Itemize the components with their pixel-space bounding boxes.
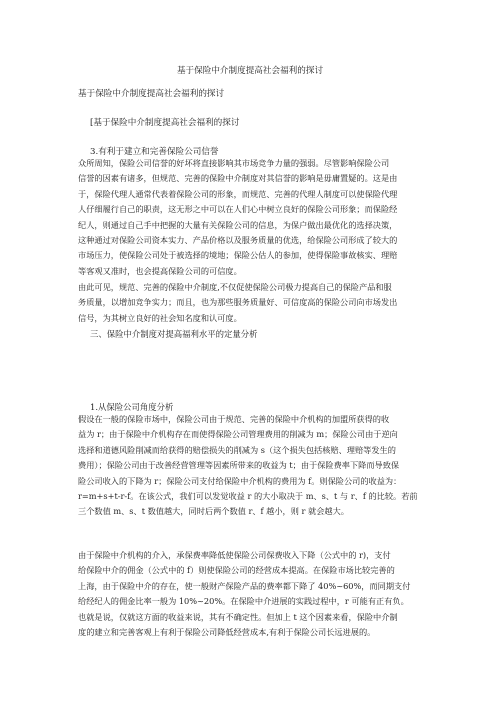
text-line: 上海，由于保险中介的存在，使一般财产保险产品的费率都下降了 40%~60%，而同期支付 <box>78 580 411 591</box>
subsection-heading: 1.从保险公司角度分析 <box>90 402 174 412</box>
heading-2: [基于保险中介制度提高社会福利的探讨 <box>90 118 240 128</box>
text-line: 度的建立和完善客观上有利于保险公司降低经营成本,有利于保险公司长远进展的。 <box>78 627 376 638</box>
text-line: 信誉的因素有诸多，但规范、完善的保险中介制度对其信誉的影响是毋庸置疑的。这是由 <box>78 173 398 184</box>
text-line: 由于保险中介机构的介入，承保费率降低使保险公司保费收入下降（公式中的 r)，支付 <box>78 550 391 560</box>
text-line: 费用）；保险公司由于改善经营管理等因素所带来的收益为 t；由于保险费率下降而导致保 <box>78 460 400 471</box>
text-line: 人仔细履行自己的职责，这无形之中可以在人们心中树立良好的保险公司形象；而保险经 <box>78 204 398 215</box>
text-line: 险公司收入的下降为 r；保险公司支付给保险中介机构的费用为 f。则保险公司的收益为： <box>78 475 402 486</box>
text-line: 给经纪人的佣金比率一般为 10%~20%。在保险中介进展的实践过程中，r 可能有正有负。 <box>78 596 409 607</box>
text-line: 也就是说，仅就这方面的收益来说，其有不确定性。但加上 t 这个因素来看，保险中介制 <box>78 611 398 622</box>
text-line: 给保险中介的佣金（公式中的 f）则使保险公司的经营成本提高。在保险市场比较完善的 <box>78 565 395 576</box>
text-line: 假设在一般的保险市场中，保险公司由于规范、完善的保险中介机构的加盟所获得的收 <box>78 414 390 424</box>
heading-3: 3.有利于建立和完善保险公司信誉 <box>90 147 219 157</box>
text-line: 等客观又准时，也会提高保险公司的可信度。 <box>78 265 242 276</box>
text-line: 众所周知，保险公司信誉的好坏将直接影响其市场竞争力量的强弱。尽管影响保险公司 <box>78 158 390 168</box>
document-title: 基于保险中介制度提高社会福利的探讨 <box>176 66 324 76</box>
paragraph-4 <box>78 548 424 640</box>
heading-1: 基于保险中介制度提高社会福利的探讨 <box>78 89 225 99</box>
text-line: 务质量，以增加竞争实力；而且，也为那些服务质量好、可信度高的保险公司向市场发出 <box>78 297 398 308</box>
text-line: r=m+s+t-r-f。在该公式，我们可以发觉收益 r 的大小取决于 m、s、t 与 r、f 的比较。若前 <box>78 491 418 502</box>
section-heading: 三、保险中介制度对提高福利水平的定量分析 <box>90 329 258 339</box>
paragraph-2 <box>78 280 424 326</box>
text-line: 于，保险代理人通常代表着保险公司的形象，而规范、完善的代理人制度可以使保险代理 <box>78 188 398 199</box>
text-line: 三个数值 m、s、t 数值越大，同时后两个数值 r、f 越小，则 r 就会越大。 <box>78 506 349 517</box>
text-line: 由此可见，规范、完善的保险中介制度,不仅促使保险公司极力提高自己的保险产品和服 <box>78 282 392 292</box>
text-line: 市场压力，使保险公司处于被选择的境地；保险公估人的参加，使得保险事故核实、理赔 <box>78 250 398 261</box>
text-line: 益为 r；由于保险中介机构存在而使得保险公司管理费用的削减为 m；保险公司由于逆向 <box>78 429 398 440</box>
paragraph-3 <box>78 412 424 520</box>
text-line: 选择和道德风险削减而给获得的赔偿损失的削减为 s（这个损失包括核赔、理赔等发生的 <box>78 444 396 455</box>
paragraph-1 <box>78 156 424 279</box>
text-line: 纪人，则通过自己手中把握的大量有关保险公司的信息，为保户做出最优化的选择决策， <box>78 219 398 230</box>
text-line: 这种通过对保险公司资本实力、产品价格以及服务质量的优选，给保险公司形成了较大的 <box>78 235 398 246</box>
text-line: 信号，为其树立良好的社会知名度和认可度。 <box>78 312 242 323</box>
